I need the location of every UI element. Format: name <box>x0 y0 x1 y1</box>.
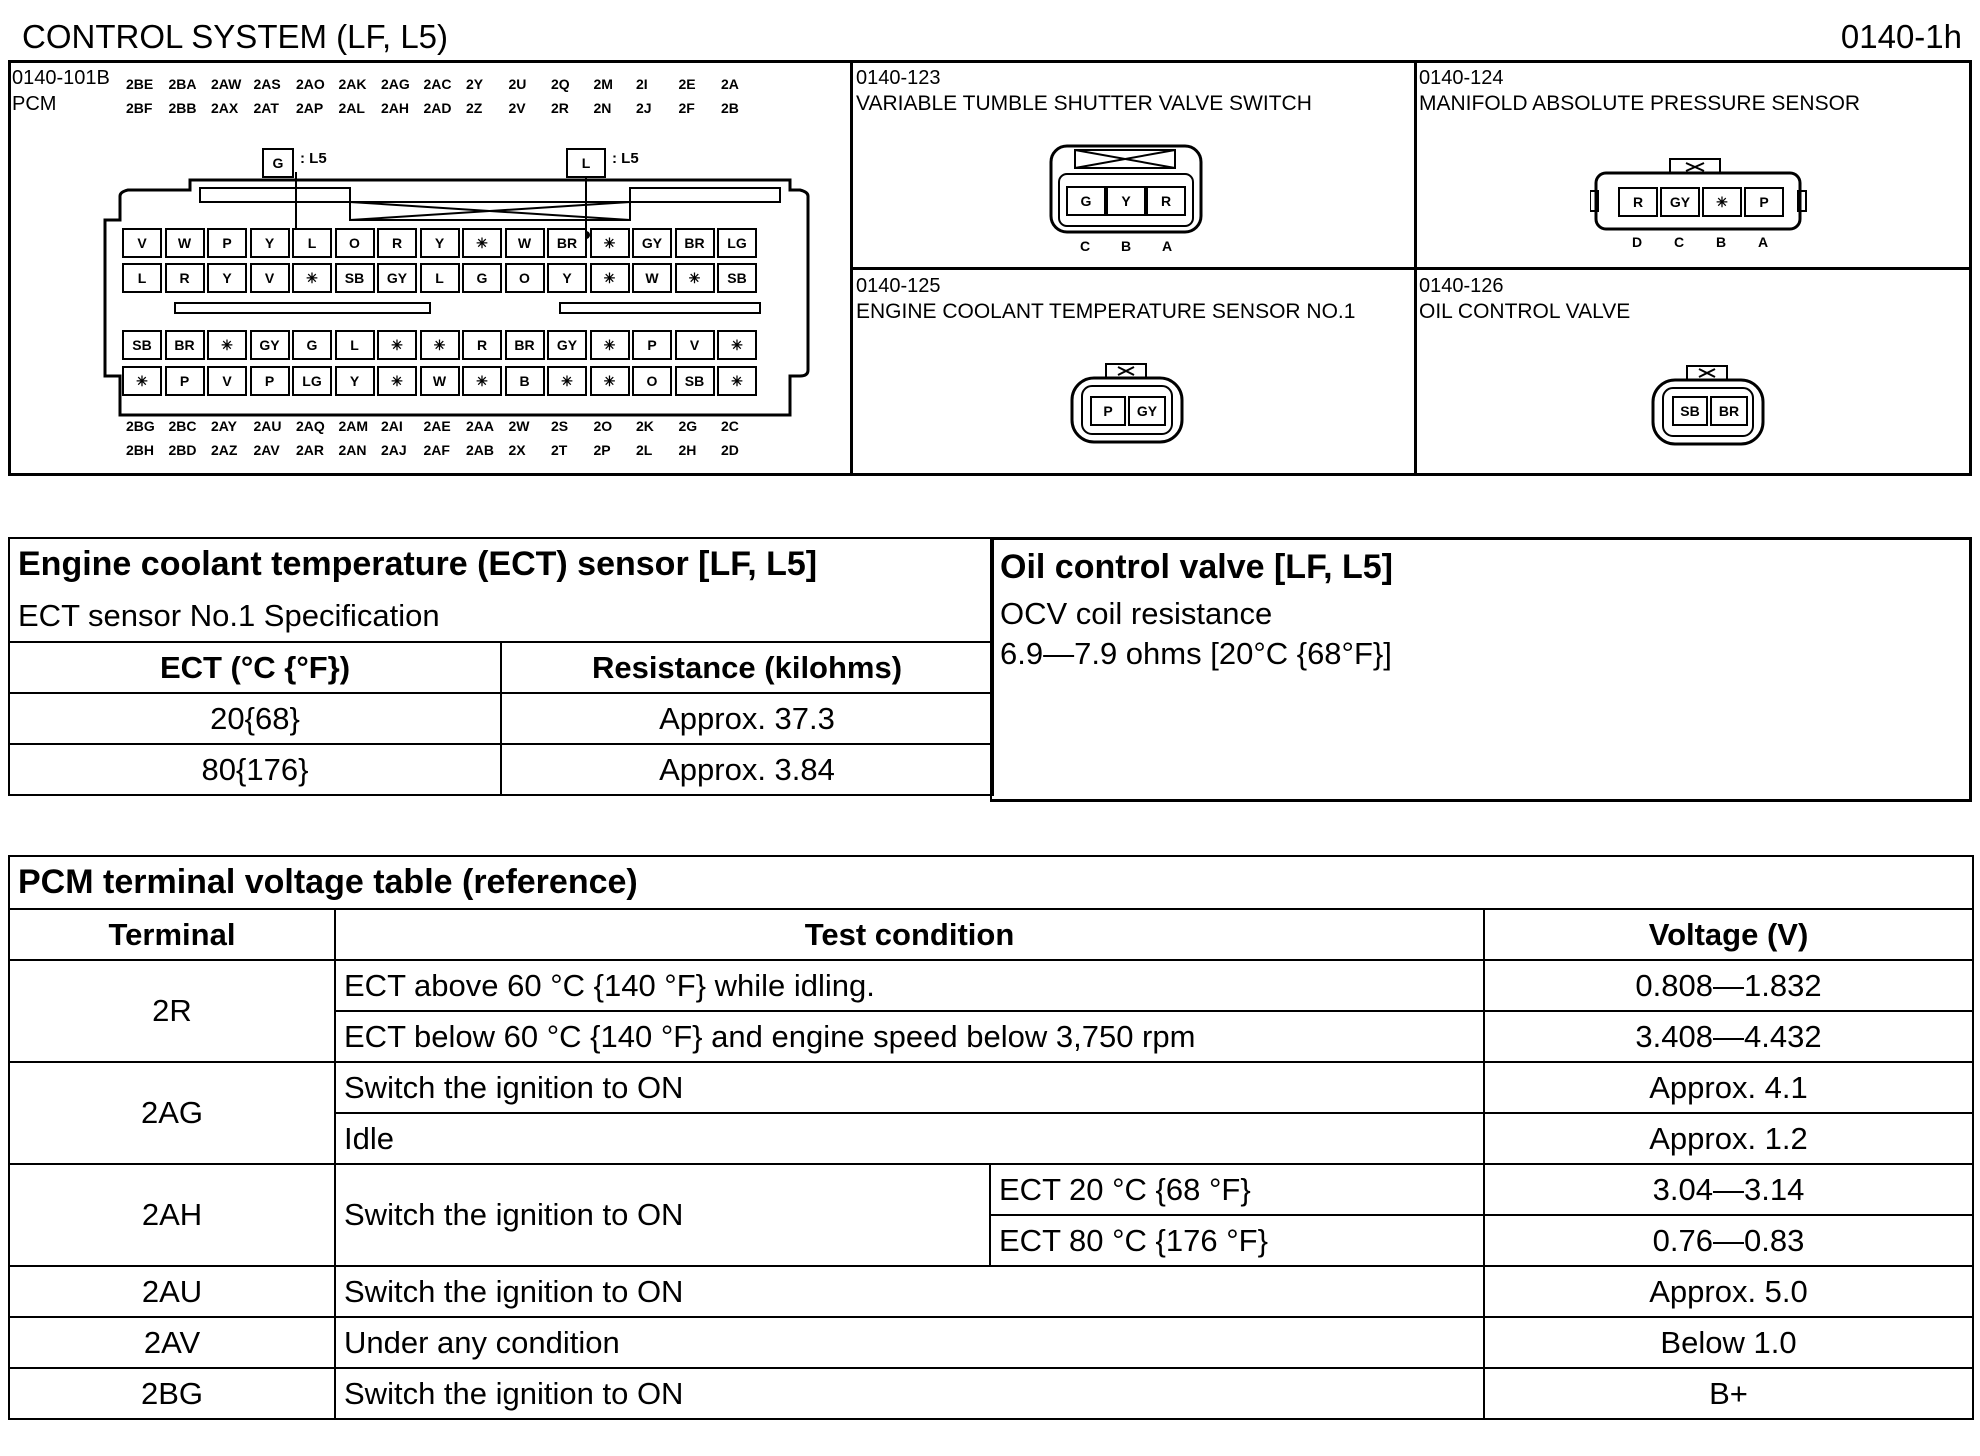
pcm-connector-name: PCM <box>12 93 57 115</box>
pcm-pin: ✳ <box>717 366 757 396</box>
c124-label-b: B <box>1716 234 1727 250</box>
pcm-terminal-label: 2AL <box>338 100 365 116</box>
pcm-pin: R <box>165 263 205 293</box>
ect-subheading: ECT sensor No.1 Specification <box>9 590 993 642</box>
resistance-value: Approx. 37.3 <box>501 693 993 744</box>
pcm-terminal-label: 2M <box>593 76 613 92</box>
pcm-pin: SB <box>675 366 715 396</box>
pcm-callout-left-note: : L5 <box>300 150 327 167</box>
pcm-terminal-label: 2G <box>678 418 698 434</box>
c123-label-b: B <box>1121 238 1132 254</box>
pcm-pin: Y <box>420 228 460 258</box>
table-row <box>9 693 993 744</box>
c125-id: 0140-125 <box>856 275 941 297</box>
pcm-terminal-label: 2AK <box>338 76 367 92</box>
pcm-terminal-label: 2BD <box>168 442 197 458</box>
table-row <box>9 1266 1973 1317</box>
pcm-pin: SB <box>122 330 162 360</box>
pcm-terminal-label: 2A <box>721 76 739 92</box>
c126-pin-2: BR <box>1710 396 1748 426</box>
pcm-terminal-label: 2S <box>551 418 569 434</box>
pcm-pin: G <box>292 330 332 360</box>
pcm-pin: W <box>632 263 672 293</box>
pcm-pin: V <box>122 228 162 258</box>
pcm-pin: L <box>420 263 460 293</box>
table-row <box>9 744 993 795</box>
table-row <box>9 1368 1973 1419</box>
c126-pin-1: SB <box>1672 396 1708 426</box>
ect-col-ect: ECT (°C {°F}) <box>9 642 501 693</box>
voltage-cell: Approx. 5.0 <box>1484 1266 1973 1317</box>
pcm-table-heading: PCM terminal voltage table (reference) <box>9 856 1973 909</box>
pcm-terminal-label: 2AE <box>423 418 451 434</box>
pcm-terminal-label: 2AN <box>338 442 367 458</box>
c123-label-a: A <box>1162 238 1173 254</box>
voltage-cell: Below 1.0 <box>1484 1317 1973 1368</box>
pcm-terminal-label: 2E <box>678 76 696 92</box>
c123-pin-a: R <box>1146 186 1186 216</box>
voltage-cell: Approx. 1.2 <box>1484 1113 1973 1164</box>
sub-condition-cell: ECT 80 °C {176 °F} <box>990 1215 1484 1266</box>
pcm-voltage-table <box>8 855 1974 1420</box>
pcm-terminal-label: 2AT <box>253 100 279 116</box>
pcm-terminal-label: 2D <box>721 442 739 458</box>
pcm-terminal-label: 2X <box>508 442 526 458</box>
voltage-cell: Approx. 4.1 <box>1484 1062 1973 1113</box>
divider <box>850 267 1972 270</box>
col-terminal: Terminal <box>9 909 335 960</box>
condition-cell: ECT below 60 °C {140 °F} and engine speed below 3,750 rpm <box>335 1011 1484 1062</box>
ocv-box <box>990 537 1972 802</box>
c124-label-a: A <box>1758 234 1769 250</box>
pcm-terminal-label: 2AM <box>338 418 369 434</box>
pcm-terminal-label: 2BH <box>126 442 155 458</box>
table-row <box>9 960 1973 1011</box>
c123-pin-c: G <box>1066 186 1106 216</box>
pcm-pin: ✳ <box>462 366 502 396</box>
terminal-cell: 2R <box>9 960 335 1062</box>
pcm-terminal-label: 2AI <box>381 418 403 434</box>
pcm-pin: ✳ <box>420 330 460 360</box>
pcm-pin: Y <box>335 366 375 396</box>
pcm-pin: ✳ <box>717 330 757 360</box>
ocv-line2: 6.9—7.9 ohms [20°C {68°F}] <box>1000 636 1392 671</box>
voltage-cell: B+ <box>1484 1368 1973 1419</box>
c126-id: 0140-126 <box>1419 275 1504 297</box>
pcm-terminal-label: 2K <box>636 418 654 434</box>
condition-cell: ECT above 60 °C {140 °F} while idling. <box>335 960 1484 1011</box>
pcm-terminal-label: 2AR <box>296 442 325 458</box>
terminal-cell: 2AH <box>9 1164 335 1266</box>
pcm-pin: Y <box>250 228 290 258</box>
c123-pin-b: Y <box>1106 186 1146 216</box>
pcm-pin: L <box>292 228 332 258</box>
voltage-cell: 3.408—4.432 <box>1484 1011 1973 1062</box>
ocv-line1: OCV coil resistance <box>1000 596 1273 631</box>
pcm-pin: BR <box>547 228 587 258</box>
pcm-terminal-label: 2H <box>678 442 697 458</box>
pcm-pin: LG <box>292 366 332 396</box>
pcm-terminal-label: 2Z <box>466 100 483 116</box>
col-voltage: Voltage (V) <box>1484 909 1973 960</box>
pcm-pin: W <box>420 366 460 396</box>
pcm-terminal-label: 2B <box>721 100 739 116</box>
c124-label-c: C <box>1674 234 1685 250</box>
c124-id: 0140-124 <box>1419 67 1504 89</box>
pcm-pin: BR <box>165 330 205 360</box>
pcm-terminal-label: 2C <box>721 418 739 434</box>
pcm-terminal-label: 2BF <box>126 100 153 116</box>
pcm-pin: SB <box>335 263 375 293</box>
pcm-pin: V <box>675 330 715 360</box>
pcm-terminal-label: 2T <box>551 442 568 458</box>
sub-condition-cell: ECT 20 °C {68 °F} <box>990 1164 1484 1215</box>
pcm-pin: ✳ <box>590 228 630 258</box>
pcm-pin: ✳ <box>122 366 162 396</box>
pcm-terminal-label: 2AF <box>423 442 450 458</box>
pcm-pin: Y <box>547 263 587 293</box>
pcm-terminal-label: 2BE <box>126 76 154 92</box>
condition-cell: Idle <box>335 1113 1484 1164</box>
pcm-callout-left: G <box>262 148 294 178</box>
pcm-pin: GY <box>632 228 672 258</box>
pcm-pin: ✳ <box>590 330 630 360</box>
pcm-callout-right: L <box>566 148 606 178</box>
c125-pin-2: GY <box>1128 396 1166 426</box>
pcm-terminal-label: 2AH <box>381 100 410 116</box>
pcm-terminal-label: 2V <box>508 100 526 116</box>
c123-label-c: C <box>1080 238 1091 254</box>
terminal-cell: 2BG <box>9 1368 335 1419</box>
c125-pin-1: P <box>1090 396 1126 426</box>
pcm-pin: ✳ <box>207 330 247 360</box>
terminal-cell: 2AG <box>9 1062 335 1164</box>
pcm-terminal-label: 2AG <box>381 76 410 92</box>
pcm-pin: ✳ <box>377 330 417 360</box>
pcm-pin: ✳ <box>675 263 715 293</box>
pcm-terminal-label: 2O <box>593 418 613 434</box>
pcm-pin: O <box>335 228 375 258</box>
pcm-terminal-label: 2AD <box>423 100 452 116</box>
voltage-cell: 0.76—0.83 <box>1484 1215 1973 1266</box>
c123-id: 0140-123 <box>856 67 941 89</box>
pcm-pin: GY <box>250 330 290 360</box>
voltage-cell: 0.808—1.832 <box>1484 960 1973 1011</box>
pcm-pin: BR <box>505 330 545 360</box>
condition-cell: Switch the ignition to ON <box>335 1266 1484 1317</box>
pcm-terminal-label: 2AS <box>253 76 281 92</box>
pcm-terminal-label: 2AX <box>211 100 239 116</box>
col-test-condition: Test condition <box>335 909 1484 960</box>
pcm-pin: O <box>632 366 672 396</box>
pcm-terminal-label: 2AP <box>296 100 324 116</box>
pcm-pin: BR <box>675 228 715 258</box>
pcm-terminal-label: 2BA <box>168 76 197 92</box>
ect-value: 20{68} <box>9 693 501 744</box>
pcm-terminal-label: 2J <box>636 100 652 116</box>
pcm-pin: L <box>335 330 375 360</box>
pcm-pin: GY <box>377 263 417 293</box>
pcm-terminal-label: 2AO <box>296 76 325 92</box>
pcm-pin: R <box>462 330 502 360</box>
pcm-pin: R <box>377 228 417 258</box>
pcm-terminal-label: 2L <box>636 442 653 458</box>
pcm-pin: V <box>207 366 247 396</box>
pcm-pin: SB <box>717 263 757 293</box>
pcm-pin: G <box>462 263 502 293</box>
pcm-terminal-label: 2R <box>551 100 569 116</box>
table-row <box>9 1062 1973 1113</box>
pcm-pin: P <box>165 366 205 396</box>
table-row <box>9 1317 1973 1368</box>
pcm-pin: B <box>505 366 545 396</box>
pcm-pin: Y <box>207 263 247 293</box>
pcm-pin: ✳ <box>590 366 630 396</box>
pcm-pin: ✳ <box>590 263 630 293</box>
pcm-terminal-label: 2F <box>678 100 695 116</box>
pcm-terminal-label: 2Y <box>466 76 484 92</box>
pcm-terminal-label: 2AV <box>253 442 280 458</box>
pcm-terminal-label: 2AA <box>466 418 495 434</box>
pcm-pin: ✳ <box>462 228 502 258</box>
c124-pin-a: P <box>1744 187 1784 217</box>
pcm-terminal-label: 2W <box>508 418 530 434</box>
pcm-pin: P <box>250 366 290 396</box>
pcm-callout-right-note: : L5 <box>612 150 639 167</box>
page-reference: 0140-1h <box>1840 18 1962 55</box>
pcm-pin: O <box>505 263 545 293</box>
pcm-pin: ✳ <box>292 263 332 293</box>
pcm-terminal-label: 2AW <box>211 76 242 92</box>
c124-name: MANIFOLD ABSOLUTE PRESSURE SENSOR <box>1419 92 1861 115</box>
pcm-pin: P <box>632 330 672 360</box>
pcm-terminal-label: 2AQ <box>296 418 325 434</box>
ect-spec-table <box>8 537 994 796</box>
pcm-pin: ✳ <box>547 366 587 396</box>
pcm-terminal-label: 2N <box>593 100 612 116</box>
pcm-terminal-label: 2U <box>508 76 527 92</box>
pcm-terminal-label: 2AJ <box>381 442 407 458</box>
pcm-terminal-label: 2AY <box>211 418 237 434</box>
condition-cell: Switch the ignition to ON <box>335 1164 990 1266</box>
resistance-value: Approx. 3.84 <box>501 744 993 795</box>
pcm-connector-id: 0140-101B <box>12 67 110 89</box>
ect-value: 80{176} <box>9 744 501 795</box>
pcm-pin: LG <box>717 228 757 258</box>
c124-pin-b: ✳ <box>1702 187 1742 217</box>
pcm-pin: V <box>250 263 290 293</box>
c124-label-d: D <box>1632 234 1643 250</box>
c124-pin-c: GY <box>1660 187 1700 217</box>
condition-cell: Under any condition <box>335 1317 1484 1368</box>
pcm-terminal-label: 2Q <box>551 76 570 92</box>
c125-name: ENGINE COOLANT TEMPERATURE SENSOR NO.1 <box>856 300 1356 323</box>
pcm-terminal-label: 2I <box>636 76 648 92</box>
pcm-terminal-label: 2BB <box>168 100 197 116</box>
pcm-pin: P <box>207 228 247 258</box>
pcm-pin: W <box>165 228 205 258</box>
terminal-cell: 2AU <box>9 1266 335 1317</box>
pcm-pin: W <box>505 228 545 258</box>
pcm-terminal-label: 2P <box>593 442 611 458</box>
pcm-pin: ✳ <box>377 366 417 396</box>
voltage-cell: 3.04—3.14 <box>1484 1164 1973 1215</box>
pcm-pin: L <box>122 263 162 293</box>
pcm-terminal-label: 2AU <box>253 418 282 434</box>
condition-cell: Switch the ignition to ON <box>335 1062 1484 1113</box>
c123-name: VARIABLE TUMBLE SHUTTER VALVE SWITCH <box>856 92 1312 115</box>
condition-cell: Switch the ignition to ON <box>335 1368 1484 1419</box>
ocv-heading: Oil control valve [LF, L5] <box>1000 548 1393 586</box>
ect-heading: Engine coolant temperature (ECT) sensor [LF, L5] <box>9 538 993 590</box>
pcm-terminal-label: 2BC <box>168 418 197 434</box>
table-row <box>9 1164 1973 1215</box>
page-title: CONTROL SYSTEM (LF, L5) <box>22 18 449 55</box>
pcm-terminal-label: 2AZ <box>211 442 238 458</box>
pcm-pin: GY <box>547 330 587 360</box>
ect-col-resistance: Resistance (kilohms) <box>501 642 993 693</box>
pcm-terminal-label: 2AC <box>423 76 452 92</box>
c126-name: OIL CONTROL VALVE <box>1419 300 1631 323</box>
pcm-terminal-label: 2BG <box>126 418 155 434</box>
terminal-cell: 2AV <box>9 1317 335 1368</box>
c124-pin-d: R <box>1618 187 1658 217</box>
pcm-terminal-label: 2AB <box>466 442 495 458</box>
